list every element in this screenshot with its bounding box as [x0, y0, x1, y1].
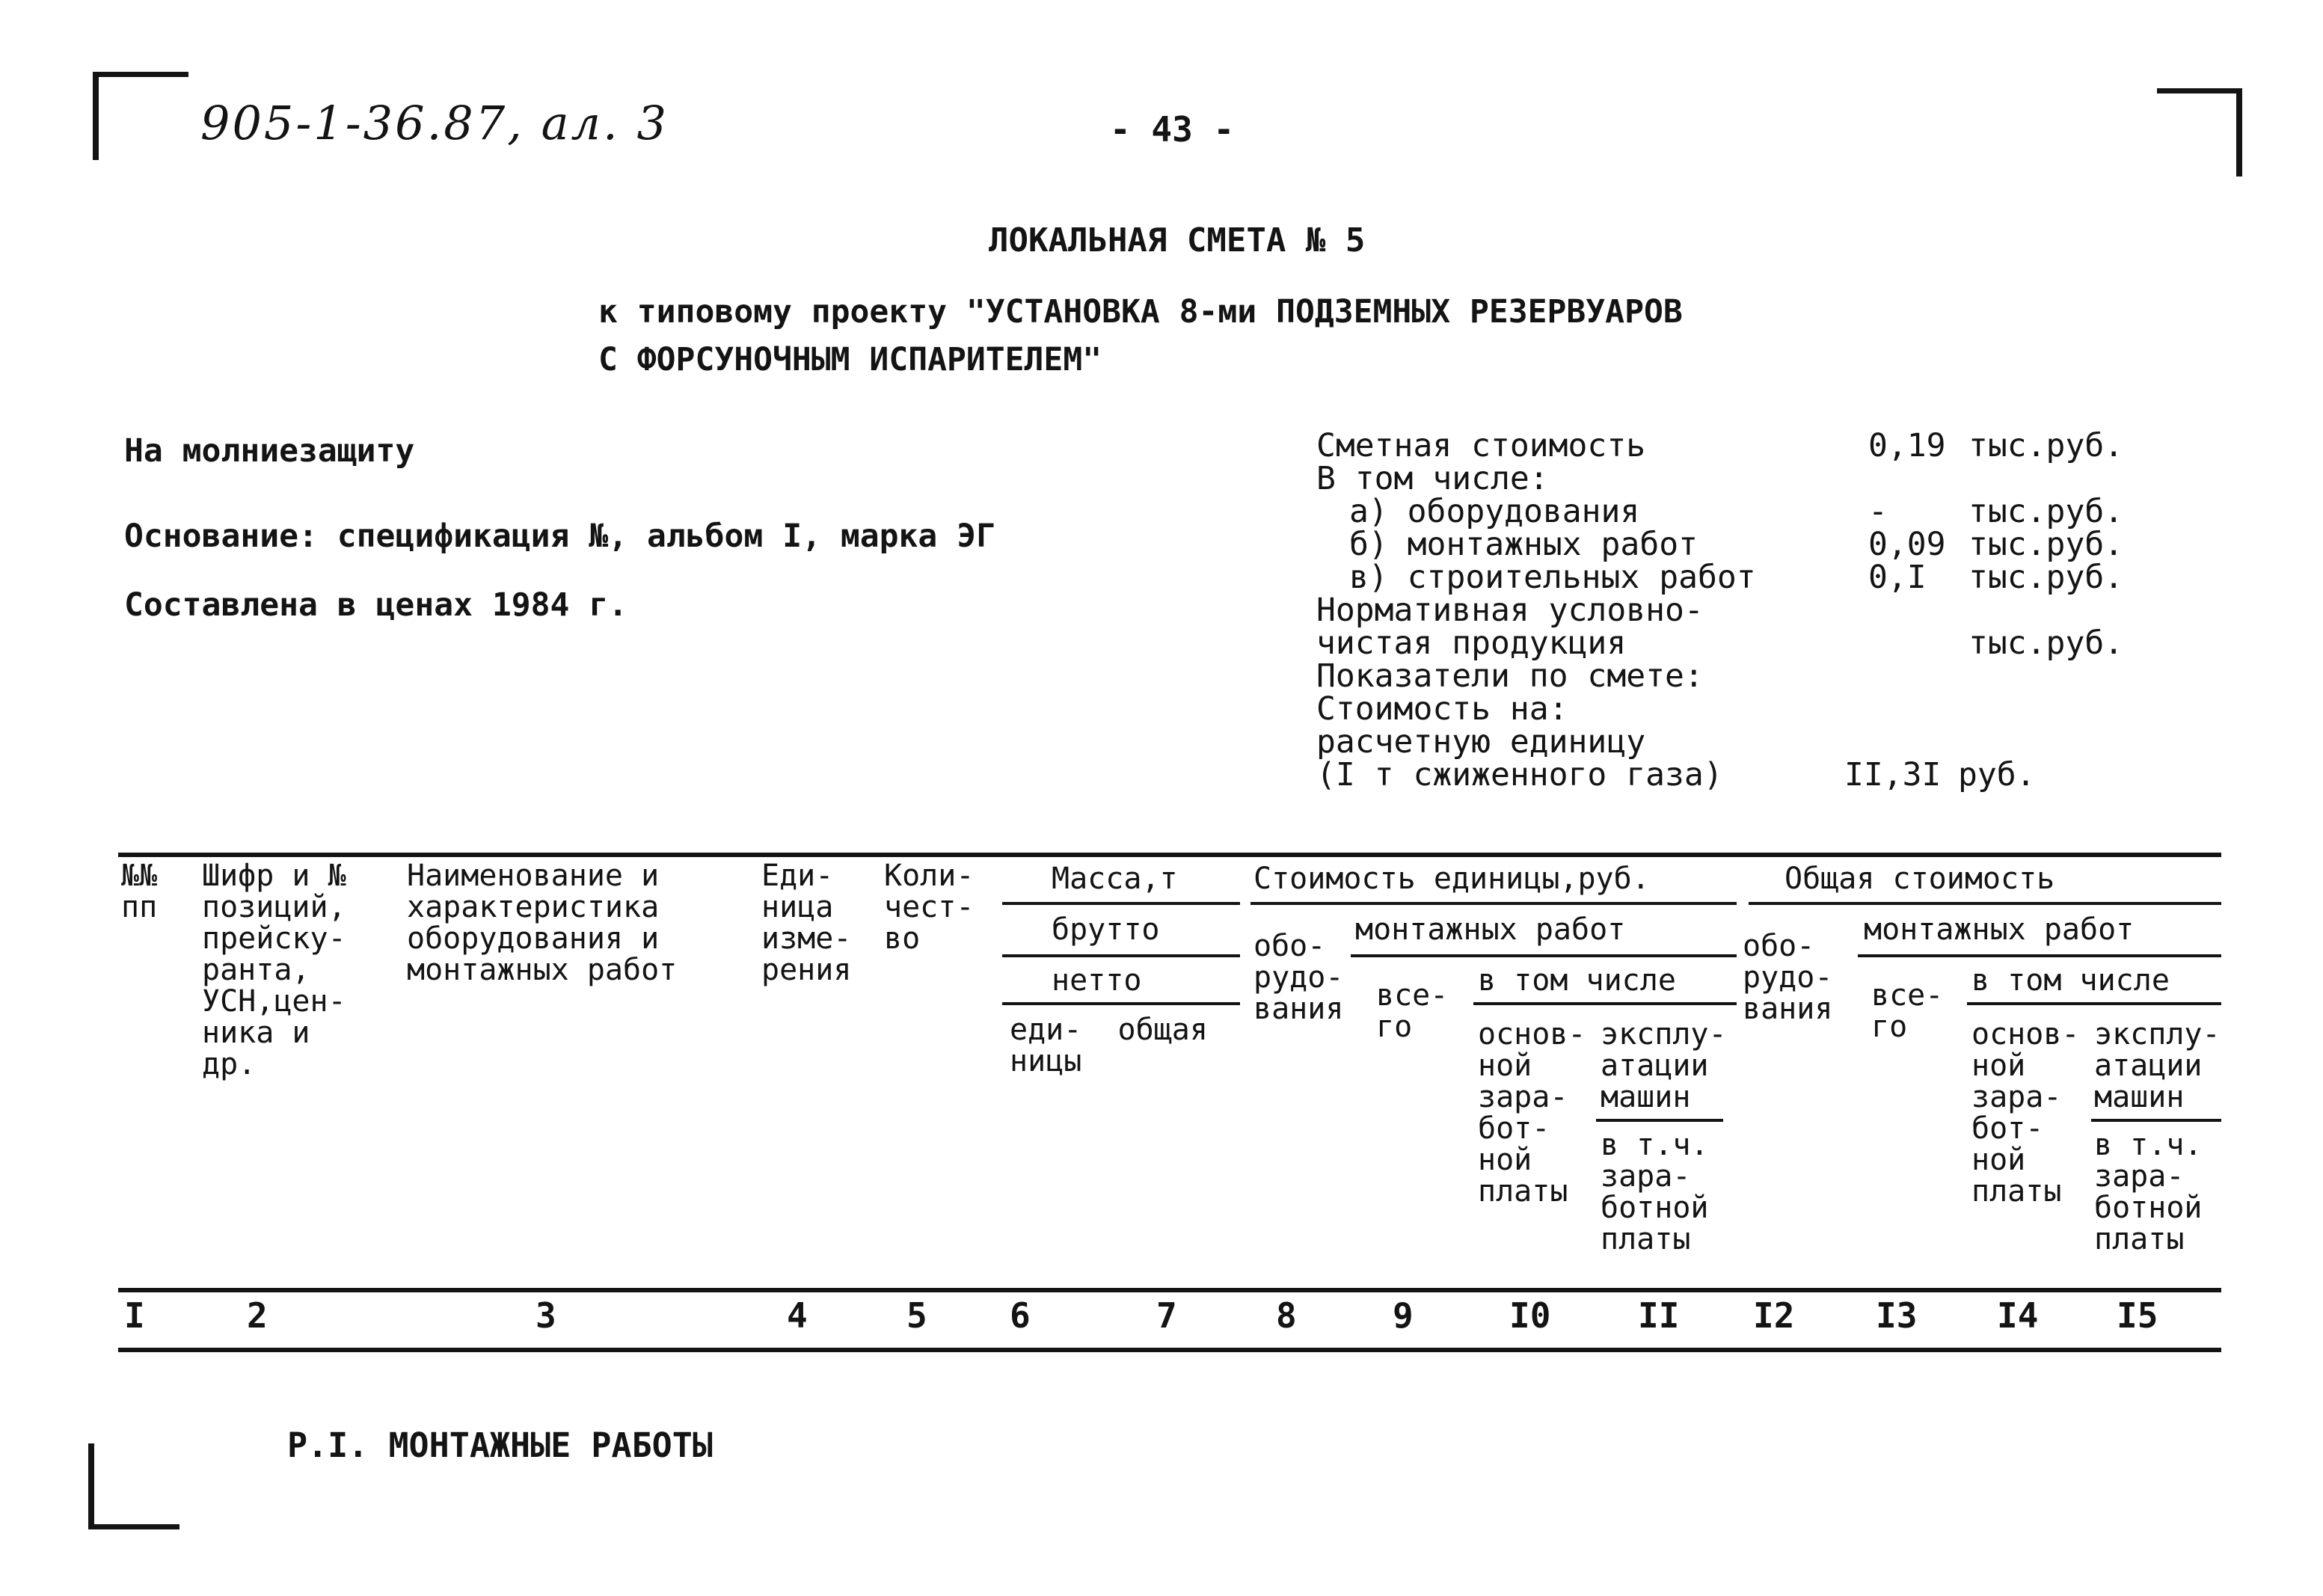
- header-name: Наименование и характеристика оборудования и монтажных работ: [407, 859, 678, 987]
- column-number-15: I5: [2117, 1295, 2158, 1336]
- install-underline-2: [1858, 954, 2221, 957]
- section-title: Р.I. МОНТАЖНЫЕ РАБОТЫ: [287, 1425, 713, 1465]
- incl-underline-1: [1473, 1002, 1737, 1005]
- cost-row-including: [1316, 462, 2154, 495]
- incl-underline-2: [1967, 1002, 2221, 1005]
- column-number-8: 8: [1276, 1295, 1297, 1336]
- cost-row-indicators: [1316, 657, 2154, 695]
- header-bottom-rule: [118, 1288, 2221, 1292]
- per-unit-detail-label: (I т сжиженного газа): [1316, 756, 1723, 794]
- column-number-13: I3: [1876, 1295, 1918, 1336]
- mass-underline: [1002, 902, 1240, 905]
- column-number-7: 7: [1156, 1295, 1177, 1336]
- per-unit-label: расчетную единицу: [1316, 723, 1646, 761]
- including-label: В том числе:: [1316, 460, 1549, 497]
- installation-cost-label: б) монтажных работ: [1349, 526, 1698, 563]
- indicators-label: Показатели по смете:: [1316, 657, 1704, 695]
- corner-mark-bottom-left-horizontal: [88, 1524, 179, 1529]
- header-incl-total: в том числе: [1971, 963, 2170, 998]
- cost-row-net-product-2: [1316, 624, 2154, 662]
- corner-mark-top-right-horizontal: [2157, 88, 2242, 93]
- column-number-11: II: [1638, 1295, 1680, 1336]
- cost-row-net-product-1: [1316, 594, 2154, 627]
- total-cost-underline: [1749, 902, 2221, 905]
- column-number-4: 4: [787, 1295, 808, 1336]
- equipment-cost-label: а) оборудования: [1349, 493, 1640, 530]
- header-install-total-unit: все- го: [1376, 978, 1449, 1044]
- project-title-line-1: к типовому проекту "УСТАНОВКА 8-ми ПОДЗЕМНЫХ РЕЗЕРВУАРОВ: [598, 293, 1683, 331]
- corner-mark-top-right-vertical: [2236, 88, 2242, 177]
- estimated-cost-value: 0,19: [1868, 427, 1946, 464]
- header-gross: брутто: [1052, 912, 1160, 947]
- header-machines-total: эксплу- атации машин: [2094, 1017, 2221, 1114]
- net-underline: [1002, 1002, 1240, 1005]
- header-mass-per-unit: еди- общая ницы: [1010, 1013, 1208, 1078]
- column-number-3: 3: [536, 1295, 556, 1336]
- cost-summary: [1316, 427, 2154, 794]
- gross-underline: [1002, 954, 1240, 957]
- cost-row-per-unit-detail: [1316, 756, 2154, 794]
- corner-mark-bottom-left-vertical: [88, 1443, 94, 1529]
- header-mass: Масса,т: [1052, 862, 1178, 896]
- column-number-5: 5: [906, 1295, 927, 1336]
- page-number: - 43 -: [1110, 109, 1235, 150]
- estimated-cost-unit: тыс.руб.: [1968, 427, 2124, 464]
- construction-cost-unit: тыс.руб.: [1968, 559, 2124, 596]
- installation-cost-value: 0,09: [1868, 526, 1946, 563]
- corner-mark-top-left-horizontal: [93, 72, 188, 77]
- header-wages-total: основ- ной зара- бот- ной платы: [1971, 1017, 2080, 1209]
- header-mach-wages-unit: в т.ч. зара- ботной платы: [1601, 1128, 1709, 1256]
- net-product-unit: тыс.руб.: [1968, 624, 2124, 662]
- column-number-9: 9: [1393, 1295, 1414, 1336]
- header-incl-unit: в том числе: [1478, 963, 1676, 998]
- numbers-bottom-rule: [118, 1348, 2221, 1352]
- estimate-purpose: На молниезащиту: [124, 432, 415, 470]
- header-equipment-total: обо- рудо- вания: [1743, 929, 1833, 1026]
- estimate-price-base: Составлена в ценах 1984 г.: [124, 586, 628, 624]
- cost-row-cost-per: [1316, 690, 2154, 728]
- construction-cost-value: 0,I: [1868, 559, 1927, 596]
- header-net: нетто: [1052, 963, 1142, 998]
- corner-mark-top-left-vertical: [93, 72, 99, 160]
- header-equipment-unit: обо- рудо- вания: [1253, 929, 1344, 1026]
- per-unit-value: II,3I: [1844, 756, 1942, 794]
- header-wages-unit: основ- ной зара- бот- ной платы: [1478, 1017, 1586, 1209]
- unit-cost-underline: [1251, 902, 1737, 905]
- header-total-cost: Общая стоимость: [1785, 862, 2055, 896]
- header-install-total: монтажных работ: [1864, 912, 2135, 947]
- header-machines-unit: эксплу- атации машин: [1601, 1017, 1727, 1114]
- machines-underline-2: [2091, 1119, 2221, 1122]
- net-product-label-1: Нормативная условно-: [1316, 592, 1704, 629]
- header-unit-cost: Стоимость единицы,руб.: [1253, 862, 1650, 896]
- column-number-12: I2: [1753, 1295, 1795, 1336]
- header-unit: Еди- ница изме- рения: [761, 859, 852, 987]
- cost-row-equipment: [1316, 495, 2154, 528]
- header-quantity: Коли- чест- во: [884, 859, 975, 956]
- header-install-total-sum: все- го: [1871, 978, 1944, 1044]
- cost-row-construction: [1316, 561, 2154, 594]
- column-number-10: I0: [1509, 1295, 1551, 1336]
- column-number-6: 6: [1010, 1295, 1031, 1336]
- column-number-2: 2: [247, 1295, 268, 1336]
- project-title-line-2: С ФОРСУНОЧНЫМ ИСПАРИТЕЛЕМ": [598, 341, 1102, 378]
- installation-cost-unit: тыс.руб.: [1968, 526, 2124, 563]
- header-mach-wages-total: в т.ч. зара- ботной платы: [2094, 1128, 2203, 1256]
- table-top-rule: [118, 853, 2221, 857]
- net-product-label-2: чистая продукция: [1316, 624, 1627, 662]
- machines-underline-1: [1596, 1119, 1723, 1122]
- document-title: ЛОКАЛЬНАЯ СМЕТА № 5: [989, 221, 1366, 260]
- column-number-1: I: [124, 1295, 145, 1336]
- equipment-cost-value: -: [1868, 493, 1888, 530]
- per-unit-unit: руб.: [1958, 756, 2036, 794]
- install-underline-1: [1351, 954, 1737, 957]
- cost-row-per-unit: [1316, 723, 2154, 761]
- cost-per-label: Стоимость на:: [1316, 690, 1568, 728]
- header-install-unit: монтажных работ: [1355, 912, 1626, 947]
- equipment-cost-unit: тыс.руб.: [1968, 493, 2124, 530]
- cost-row-estimated: [1316, 429, 2154, 462]
- estimate-basis: Основание: спецификация №, альбом I, марка ЭГ: [124, 518, 995, 555]
- cost-row-installation: [1316, 528, 2154, 561]
- column-number-14: I4: [1997, 1295, 2039, 1336]
- construction-cost-label: в) строительных работ: [1349, 559, 1756, 596]
- header-row-number: №№ пп: [121, 859, 158, 924]
- document-code: 905-1-36.87, ал. 3: [200, 96, 669, 150]
- estimated-cost-label: Сметная стоимость: [1316, 427, 1646, 464]
- header-position-code: Шифр и № позиций, прейску- ранта, УСН,цен- ника и др.: [202, 859, 346, 1081]
